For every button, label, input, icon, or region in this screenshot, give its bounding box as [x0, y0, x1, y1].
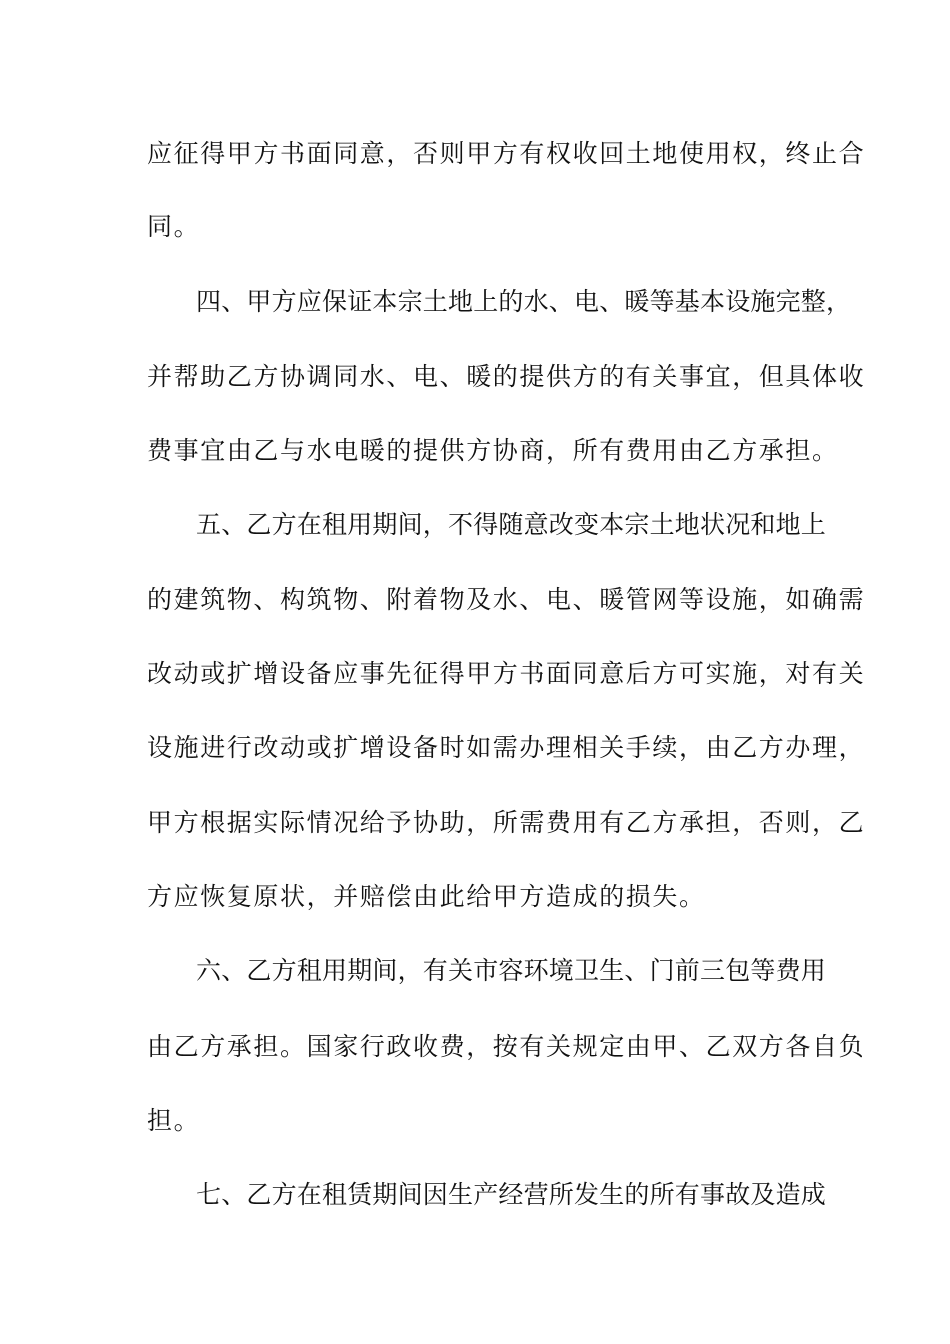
paragraph-5-line-4: 设施进行改动或扩增设备时如需办理相关手续，由乙方办理，: [147, 733, 866, 762]
text-line-2: 同。: [147, 212, 201, 241]
paragraph-5-line-6: 方应恢复原状，并赔偿由此给甲方造成的损失。: [147, 882, 706, 911]
paragraph-6-line-3: 担。: [147, 1106, 201, 1135]
paragraph-5-line-2: 的建筑物、构筑物、附着物及水、电、暖管网等设施，如确需: [147, 585, 866, 614]
paragraph-4-line-1: 四、甲方应保证本宗土地上的水、电、暖等基本设施完整，: [196, 287, 852, 316]
text-line-1: 应征得甲方书面同意，否则甲方有权收回土地使用权，终止合: [147, 139, 866, 168]
paragraph-4-line-2: 并帮助乙方协调同水、电、暖的提供方的有关事宜，但具体收: [147, 362, 866, 391]
paragraph-4-line-3: 费事宜由乙与水电暖的提供方协商，所有费用由乙方承担。: [147, 436, 839, 465]
paragraph-7-line-1: 七、乙方在租赁期间因生产经营所发生的所有事故及造成: [196, 1180, 827, 1209]
paragraph-6-line-2: 由乙方承担。国家行政收费，按有关规定由甲、乙双方各自负: [147, 1032, 866, 1061]
paragraph-6-line-1: 六、乙方租用期间，有关市容环境卫生、门前三包等费用: [196, 956, 827, 985]
paragraph-5-line-3: 改动或扩增设备应事先征得甲方书面同意后方可实施，对有关: [147, 659, 866, 688]
paragraph-5-line-5: 甲方根据实际情况给予协助，所需费用有乙方承担，否则，乙: [147, 808, 866, 837]
paragraph-5-line-1: 五、乙方在租用期间，不得随意改变本宗土地状况和地上: [196, 510, 827, 539]
